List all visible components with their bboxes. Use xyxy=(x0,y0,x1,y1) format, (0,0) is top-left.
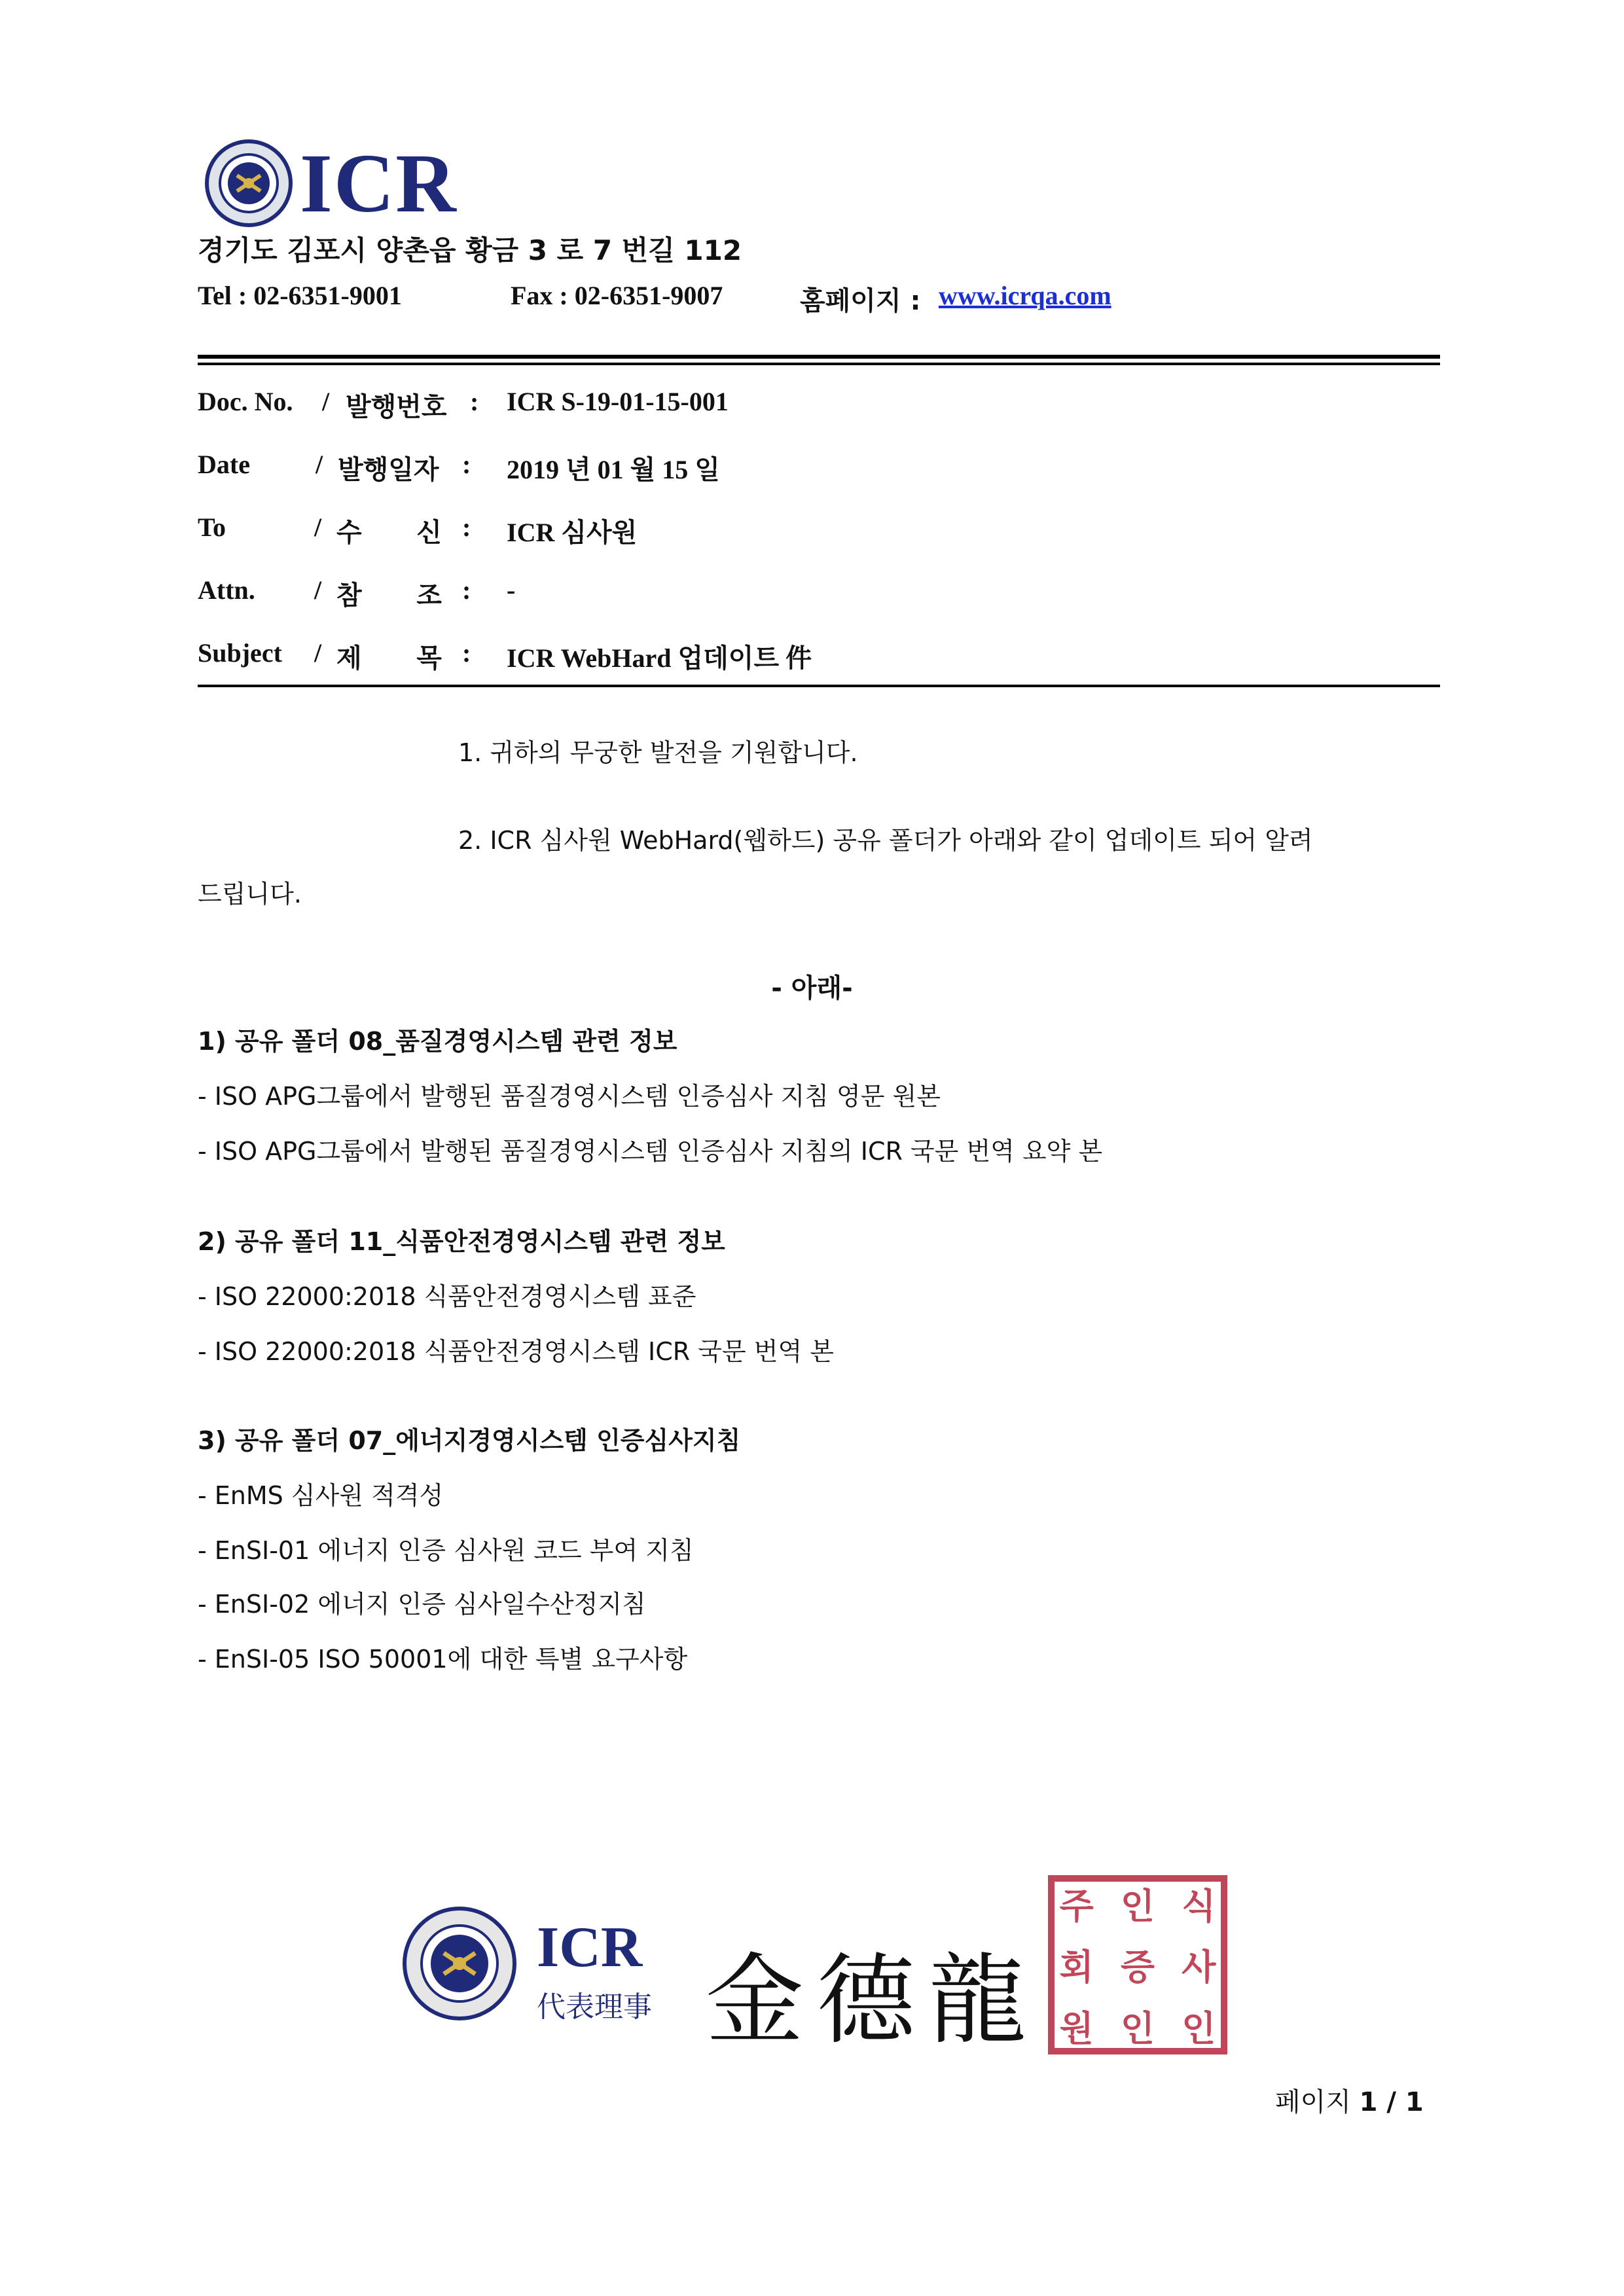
notice-heading: - 아래- xyxy=(771,973,853,1003)
doc-no-value: ICR S-19-01-15-001 xyxy=(507,387,729,416)
signature-name: 金德龍 xyxy=(706,1944,1040,2058)
homepage-link[interactable]: www.icrqa.com xyxy=(939,281,1111,310)
tel-number: Tel : 02-6351-9001 xyxy=(198,281,402,310)
attn-label: Attn. xyxy=(198,575,255,605)
doc-no-label: Doc. No. xyxy=(198,387,293,416)
subject-label-kr: 제 목 xyxy=(336,643,442,673)
signature-title: 代表理事 xyxy=(537,1990,652,2024)
section-3-heading: 3) 공유 폴더 07_에너지경영시스템 인증심사지침 xyxy=(198,1426,741,1455)
section-2-item-1: - ISO 22000:2018 식품안전경영시스템 표준 xyxy=(198,1282,696,1311)
section-1-item-2: - ISO APG그룹에서 발행된 품질경영시스템 인증심사 지침의 ICR 국문 번역 요약 본 xyxy=(198,1137,1103,1166)
signature-org: ICR xyxy=(537,1916,643,1979)
fax-number: Fax : 02-6351-9007 xyxy=(511,281,723,310)
header-divider-bottom xyxy=(198,363,1440,365)
date-label: Date xyxy=(198,450,250,479)
to-label-kr: 수 신 xyxy=(336,518,442,548)
signature-emblem-icon xyxy=(401,1905,518,2022)
section-3-item-2: - EnSI-01 에너지 인증 심사원 코드 부여 지침 xyxy=(198,1536,694,1565)
info-divider xyxy=(198,685,1440,687)
subject-value: ICR WebHard 업데이트 件 xyxy=(507,643,812,673)
logo-wordmark: ICR xyxy=(300,137,458,230)
section-1-item-1: - ISO APG그룹에서 발행된 품질경영시스템 인증심사 지침 영문 원본 xyxy=(198,1082,941,1111)
document-page: ICR 경기도 김포시 양촌읍 황금 3 로 7 번길 112 Tel : 02-6351-9001 Fax : 02-6351-9007 홈페이지 : www.icrqa.com Doc. No. / 발행번호 : ICR S-19-01-15-001 Date / 발행일자 : 2019 년 01 월 15 일 To / 수 신 : ICR 심사원 Attn. / 참 조 : - Subject / 제 목 : ICR WebHard 업데이트 件 1. 귀하의 무궁한 발전을 기원합니다. 2. ICR 심사원 WebHard(웹하드) 공유 폴더가 아래와 같이 업데이트 되어 알려 드립니다. - 아래- 1) 공유 폴더 08_품질경영시스템 관련 정보 - ISO APG그룹에서 발행된 품질경영시스템 인증심사 지침 영문 원본 - ISO APG그룹에서 발행된 품질경영시스템 인증심사 지침의 ICR 국문 번역 요약 본 2) 공유 폴더 11_식품안전경영시스템 관련 정보 - ISO 22000:2018 식품안전경영시스템 표준 - ISO 22000:2018 식품안전경영시스템 ICR 국문 번역 본 3) 공유 폴더 07_에너지경영시스템 인증심사지침 - EnMS 심사원 적격성 - EnSI-01 에너지 인증 심사원 코드 부여 지침 - EnSI-02 에너지 인증 심사일수산정지침 - EnSI-05 ISO 50001에 대한 특별 요구사항 ICR 代表理事 金德龍 주 인 식 회 증 사 원 인 인 페이지 1 / 1 xyxy=(0,0,1624,2296)
to-label: To xyxy=(198,512,226,542)
paragraph-2-line-1: 2. ICR 심사원 WebHard(웹하드) 공유 폴더가 아래와 같이 업데이트 되어 알려 xyxy=(458,826,1313,855)
paragraph-2-line-2: 드립니다. xyxy=(198,880,302,908)
subject-label: Subject xyxy=(198,638,282,668)
logo-emblem-icon xyxy=(203,137,295,229)
company-logo xyxy=(203,137,465,229)
doc-no-label-kr: 발행번호 xyxy=(346,392,447,422)
section-3-item-4: - EnSI-05 ISO 50001에 대한 특별 요구사항 xyxy=(198,1645,688,1674)
paragraph-1: 1. 귀하의 무궁한 발전을 기원합니다. xyxy=(458,738,858,767)
homepage-label: 홈페이지 : xyxy=(800,286,921,316)
to-value: ICR 심사원 xyxy=(507,518,638,547)
page-value: 1 / 1 xyxy=(1359,2087,1424,2117)
page-number xyxy=(1275,2081,1424,2119)
section-2-heading: 2) 공유 폴더 11_식품안전경영시스템 관련 정보 xyxy=(198,1227,725,1256)
page-label: 페이지 xyxy=(1275,2087,1360,2117)
attn-label-kr: 참 조 xyxy=(336,581,442,611)
official-seal: 주 인 식 회 증 사 원 인 인 xyxy=(1046,1873,1229,2056)
header-divider-top xyxy=(198,355,1440,359)
section-3-item-1: - EnMS 심사원 적격성 xyxy=(198,1481,444,1510)
section-1-heading: 1) 공유 폴더 08_품질경영시스템 관련 정보 xyxy=(198,1027,677,1056)
attn-value: - xyxy=(507,575,516,605)
date-label-kr: 발행일자 xyxy=(338,455,439,485)
date-value: 2019 년 01 월 15 일 xyxy=(507,455,720,484)
section-2-item-2: - ISO 22000:2018 식품안전경영시스템 ICR 국문 번역 본 xyxy=(198,1337,834,1366)
company-address: 경기도 김포시 양촌읍 황금 3 로 7 번길 112 xyxy=(198,234,742,266)
section-3-item-3: - EnSI-02 에너지 인증 심사일수산정지침 xyxy=(198,1590,646,1619)
